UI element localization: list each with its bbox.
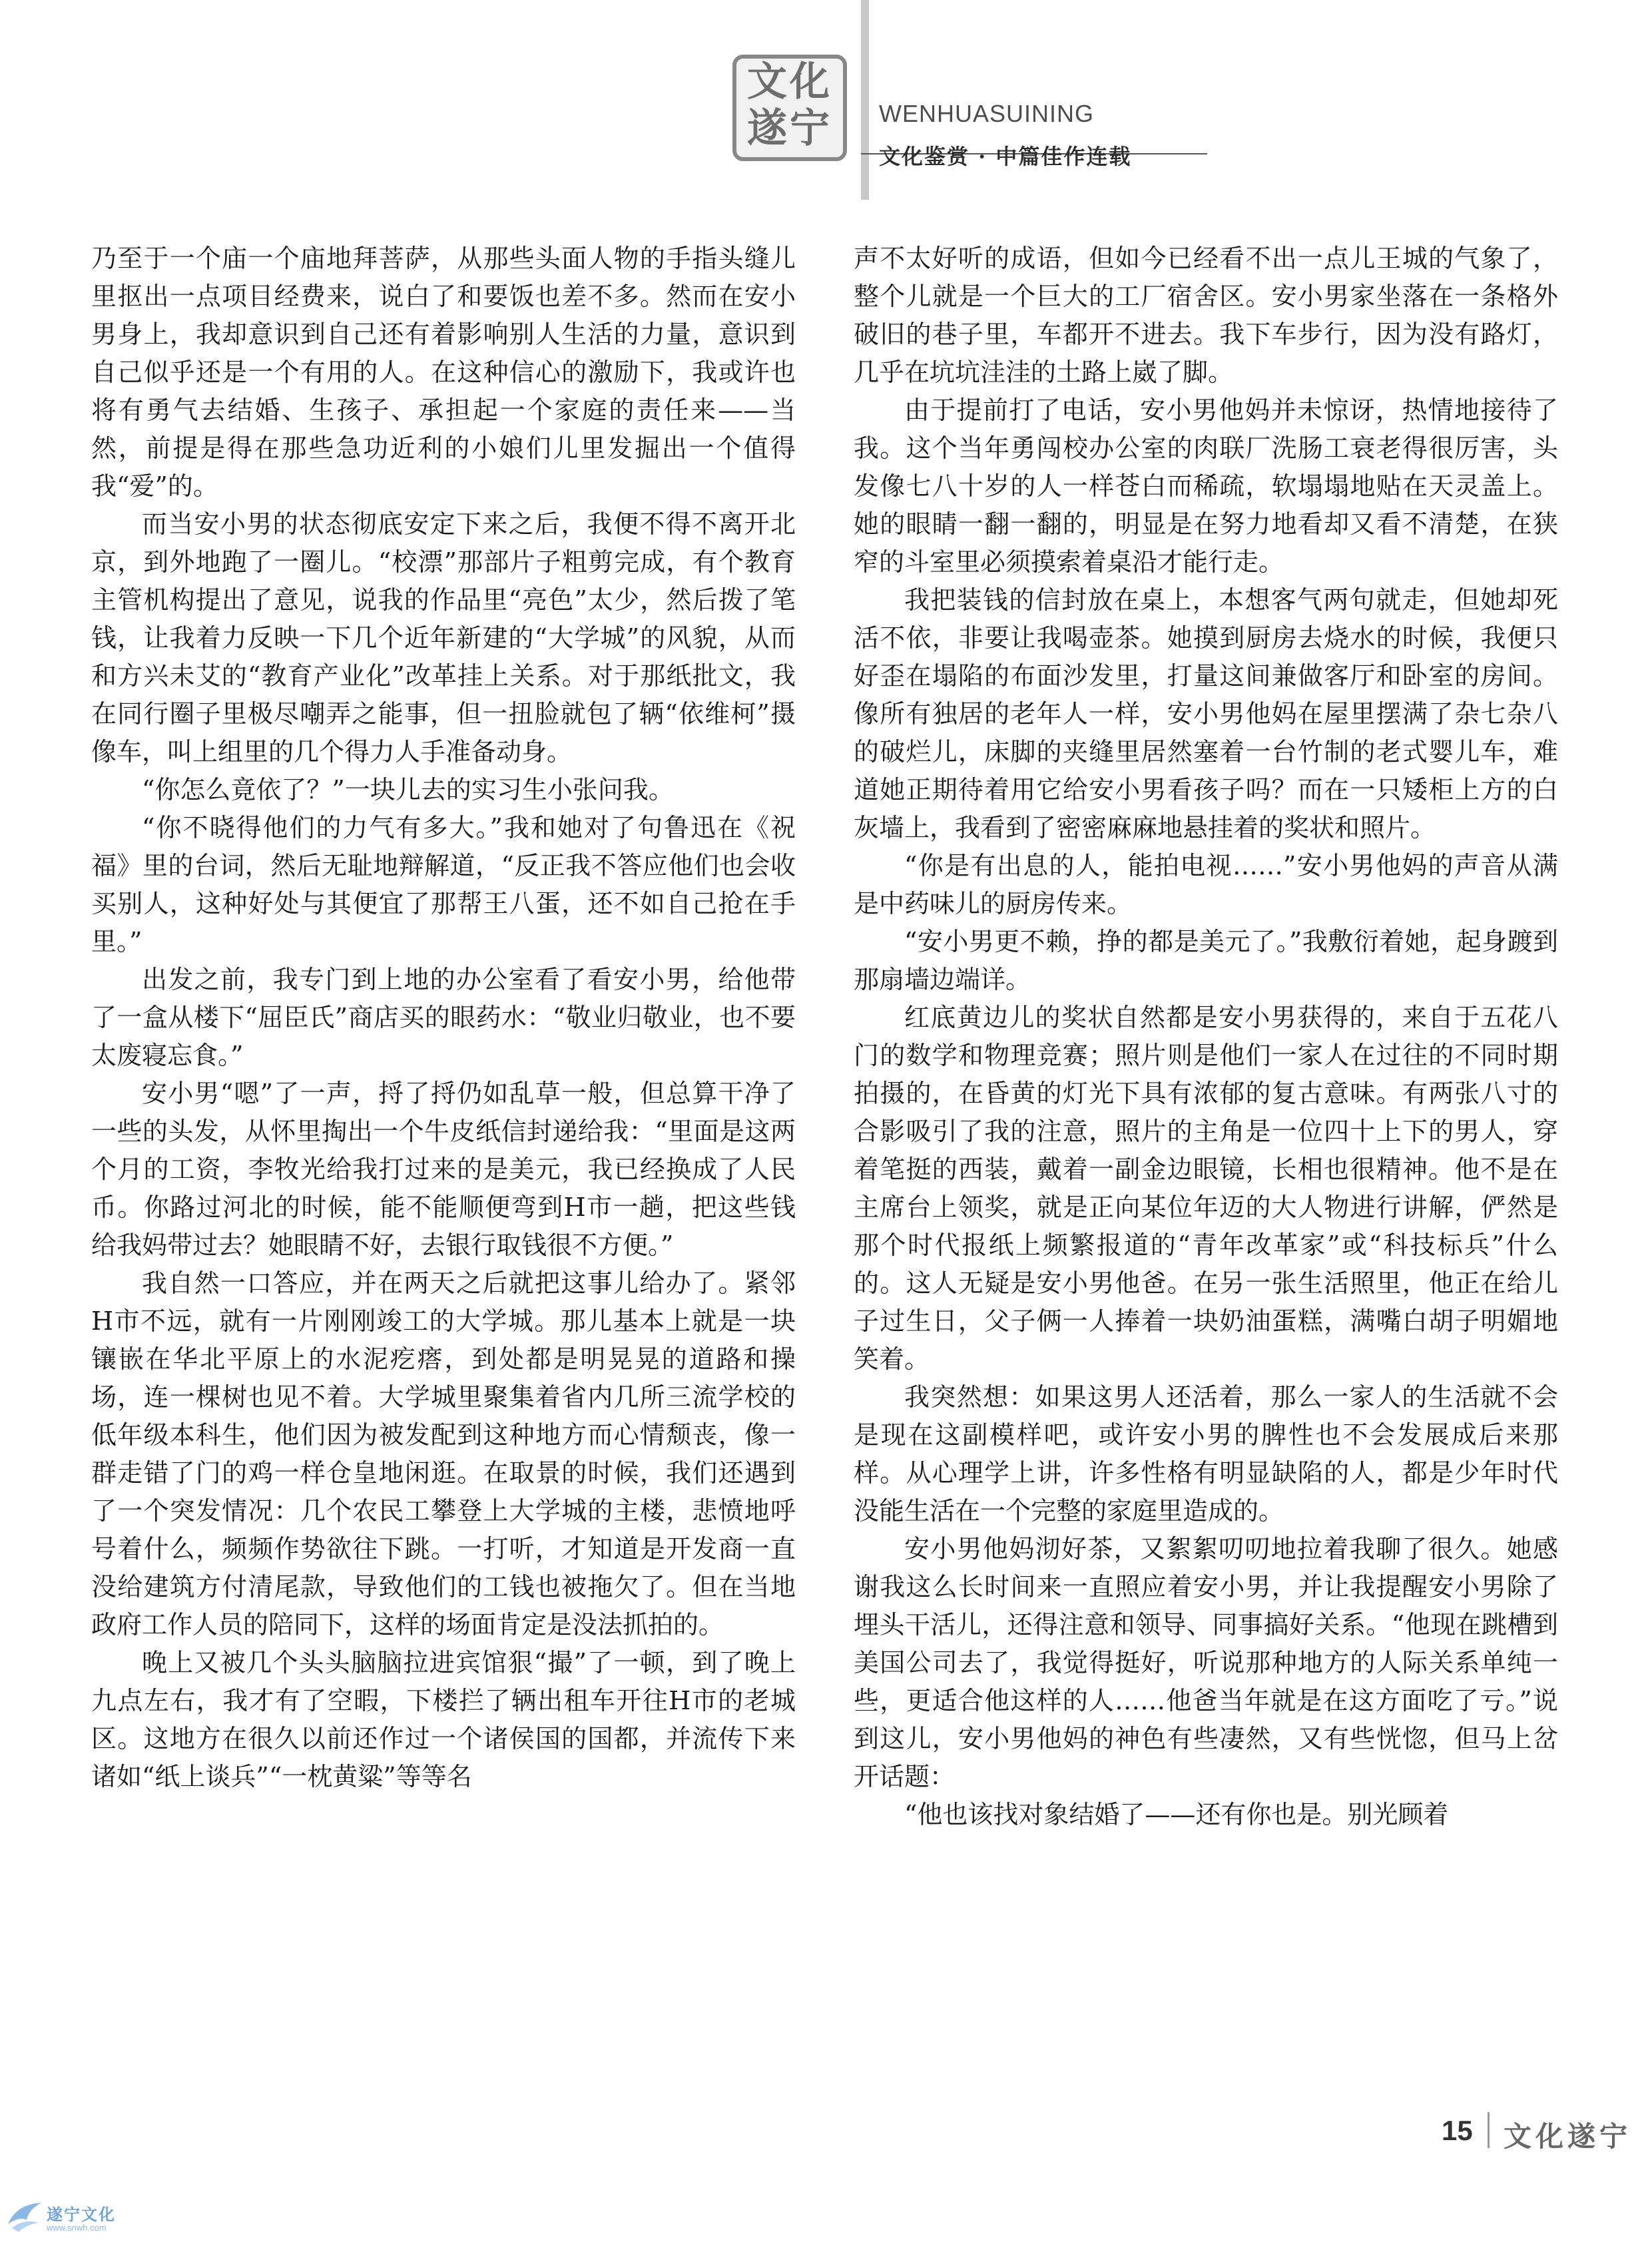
paragraph: 我自然一口答应，并在两天之后就把这事儿给办了。紧邻H市不远，就有一片刚刚竣工的大学城。那儿基本上就是一块镶嵌在华北平原上的水泥疙瘩，到处都是明晃晃的道路和操场，连一棵树也见不着。大学城里聚集着省内几所三流学校的低年级本科生，他们因为被发配到这种地方而心情颓丧，像一群走错了门的鸡一样仓皇地闲逛。在取景的时候，我们还遇到了一个突发情况：几个农民工攀登上大学城的主楼，悲愤地呼号着什么，频频作势欲往下跳。一打听，才知道是开发商一直没给建筑方付清尾款，导致他们的工钱也被拖欠了。但在当地政府工作人员的陪同下，这样的场面肯定是没法抓拍的。 [91, 1268, 796, 1639]
left-column [91, 240, 796, 1796]
logo-line-2: 遂宁 [747, 105, 832, 152]
paragraph: 我把装钱的信封放在桌上，本想客气两句就走，但她却死活不依，非要让我喝壶茶。她摸到厨房去烧水的时候，我便只好歪在塌陷的布面沙发里，打量这间兼做客厅和卧室的房间。像所有独居的老年人一样，安小男他妈在屋里摆满了杂七杂八的破烂儿，床脚的夹缝里居然塞着一台竹制的老式婴儿车，难道她正期待着用它给安小男看孩子吗？而在一只矮柜上方的白灰墙上，我看到了密密麻麻地悬挂着的奖状和照片。 [854, 585, 1558, 842]
paragraph: “他也该找对象结婚了——还有你也是。别光顾着 [904, 1800, 1449, 1829]
paragraph: “你是有出息的人，能拍电视……”安小男他妈的声音从满是中药味儿的厨房传来。 [854, 851, 1558, 918]
logo-line-1: 文化 [747, 59, 832, 105]
paragraph: 而当安小男的状态彻底安定下来之后，我便不得不离开北京，到外地跑了一圈儿。“校漂”那部片子粗剪完成，有个教育主管机构提出了意见，说我的作品里“亮色”太少，然后拨了笔钱，让我着力反映一下几个近年新建的“大学城”的风貌，从而和方兴未艾的“教育产业化”改革挂上关系。对于那纸批文，我在同行圈子里极尽嘲弄之能事，但一扭脸就包了辆“依维柯”摄像车，叫上组里的几个得力人手准备动身。 [91, 509, 796, 766]
paragraph: 出发之前，我专门到上地的办公室看了看安小男，给他带了一盒从楼下“屈臣氏”商店买的眼药水：“敬业归敬业，也不要太废寝忘食。” [91, 965, 796, 1070]
watermark-url: www.snwh.com [47, 2223, 107, 2233]
section-title: 文化鉴赏 · 中篇佳作连载 [879, 144, 1132, 169]
watermark-name: 遂宁文化 [47, 2206, 116, 2224]
paragraph: 声不太好听的成语，但如今已经看不出一点儿王城的气象了，整个儿就是一个巨大的工厂宿舍区。安小男家坐落在一条格外破旧的巷子里，车都开不进去。我下车步行，因为没有路灯，几乎在坑坑洼洼的土路上崴了脚。 [854, 244, 1558, 387]
paragraph: “安小男更不赖，挣的都是美元了。”我敷衍着她，起身踱到那扇墙边端详。 [854, 927, 1558, 994]
watermark [5, 2197, 138, 2237]
paragraph: 红底黄边儿的奖状自然都是安小男获得的，来自于五花八门的数学和物理竞赛；照片则是他们一家人在过往的不同时期拍摄的，在昏黄的灯光下具有浓郁的复古意味。有两张八寸的合影吸引了我的注意，照片的主角是一位四十上下的男人，穿着笔挺的西装，戴着一副金边眼镜，长相也很精神。他不是在主席台上领奖，就是正向某位年迈的大人物进行讲解，俨然是那个时代报纸上频繁报道的“青年改革家”或“科技标兵”什么的。这人无疑是安小男他爸。在另一张生活照里，他正在给儿子过生日，父子俩一人捧着一块奶油蛋糕，满嘴白胡子明媚地笑着。 [854, 1003, 1558, 1374]
paragraph: 安小男他妈沏好茶，又絮絮叨叨地拉着我聊了很久。她感谢我这么长时间来一直照应着安小男，并让我提醒安小男除了埋头干活儿，还得注意和领导、同事搞好关系。“他现在跳槽到美国公司去了，我觉得挺好，听说那种地方的人际关系单纯一些，更适合他这样的人……他爸当年就是在这方面吃了亏。”说到这儿，安小男他妈的神色有些凄然，又有些恍惚，但马上岔开话题： [854, 1534, 1558, 1791]
paragraph: 由于提前打了电话，安小男他妈并未惊讶，热情地接待了我。这个当年勇闯校办公室的肉联厂洗肠工衰老得很厉害，头发像七八十岁的人一样苍白而稀疏，软塌塌地贴在天灵盖上。她的眼睛一翻一翻的，明显是在努力地看却又看不清楚，在狭窄的斗室里必须摸索着桌沿才能行走。 [854, 396, 1558, 577]
header-vertical-rule [861, 0, 869, 200]
magazine-english-name: WENHUASUINING [879, 100, 1095, 127]
paragraph: 我突然想：如果这男人还活着，那么一家人的生活就不会是现在这副模样吧，或许安小男的脾性也不会发展成后来那样。从心理学上讲，许多性格有明显缺陷的人，都是少年时代没能生活在一个完整的家庭里造成的。 [854, 1382, 1558, 1526]
magazine-logo [732, 55, 847, 161]
footer-divider [1488, 2112, 1490, 2148]
bird-logo-icon [5, 2197, 45, 2235]
paragraph: 乃至于一个庙一个庙地拜菩萨，从那些头面人物的手指头缝儿里抠出一点项目经费来，说白了和要饭也差不多。然而在安小男身上，我却意识到自己还有着影响别人生活的力量，意识到自己似乎还是一个有用的人。在这种信心的激励下，我或许也将有勇气去结婚、生孩子、承担起一个家庭的责任来——当然，前提是得在那些急功近利的小娘们儿里发掘出一个值得我“爱”的。 [91, 244, 796, 501]
paragraph: 晚上又被几个头头脑脑拉进宾馆狠“撮”了一顿，到了晚上九点左右，我才有了空暇，下楼拦了辆出租车开往H市的老城区。这地方在很久以前还作过一个诸侯国的国都，并流传下来诸如“纸上谈兵”“一枕黄粱”等等名 [91, 1648, 796, 1791]
paragraph: “你不晓得他们的力气有多大。”我和她对了句鲁迅在《祝福》里的台词，然后无耻地辩解道，“反正我不答应他们也会收买别人，这种好处与其便宜了那帮王八蛋，还不如自己抢在手里。” [91, 813, 796, 956]
paragraph: “你怎么竟依了？”一块儿去的实习生小张问我。 [142, 775, 674, 804]
right-column [854, 240, 1558, 1834]
paragraph: 安小男“嗯”了一声，捋了捋仍如乱草一般，但总算干净了一些的头发，从怀里掏出一个牛皮纸信封递给我：“里面是这两个月的工资，李牧光给我打过来的是美元，我已经换成了人民币。你路过河北的时候，能不能顺便弯到H市一趟，把这些钱给我妈带过去？她眼睛不好，去银行取钱很不方便。” [91, 1079, 796, 1260]
footer-magazine-name: 文化遂宁 [1504, 2120, 1632, 2153]
page-number: 15 [1442, 2115, 1473, 2146]
